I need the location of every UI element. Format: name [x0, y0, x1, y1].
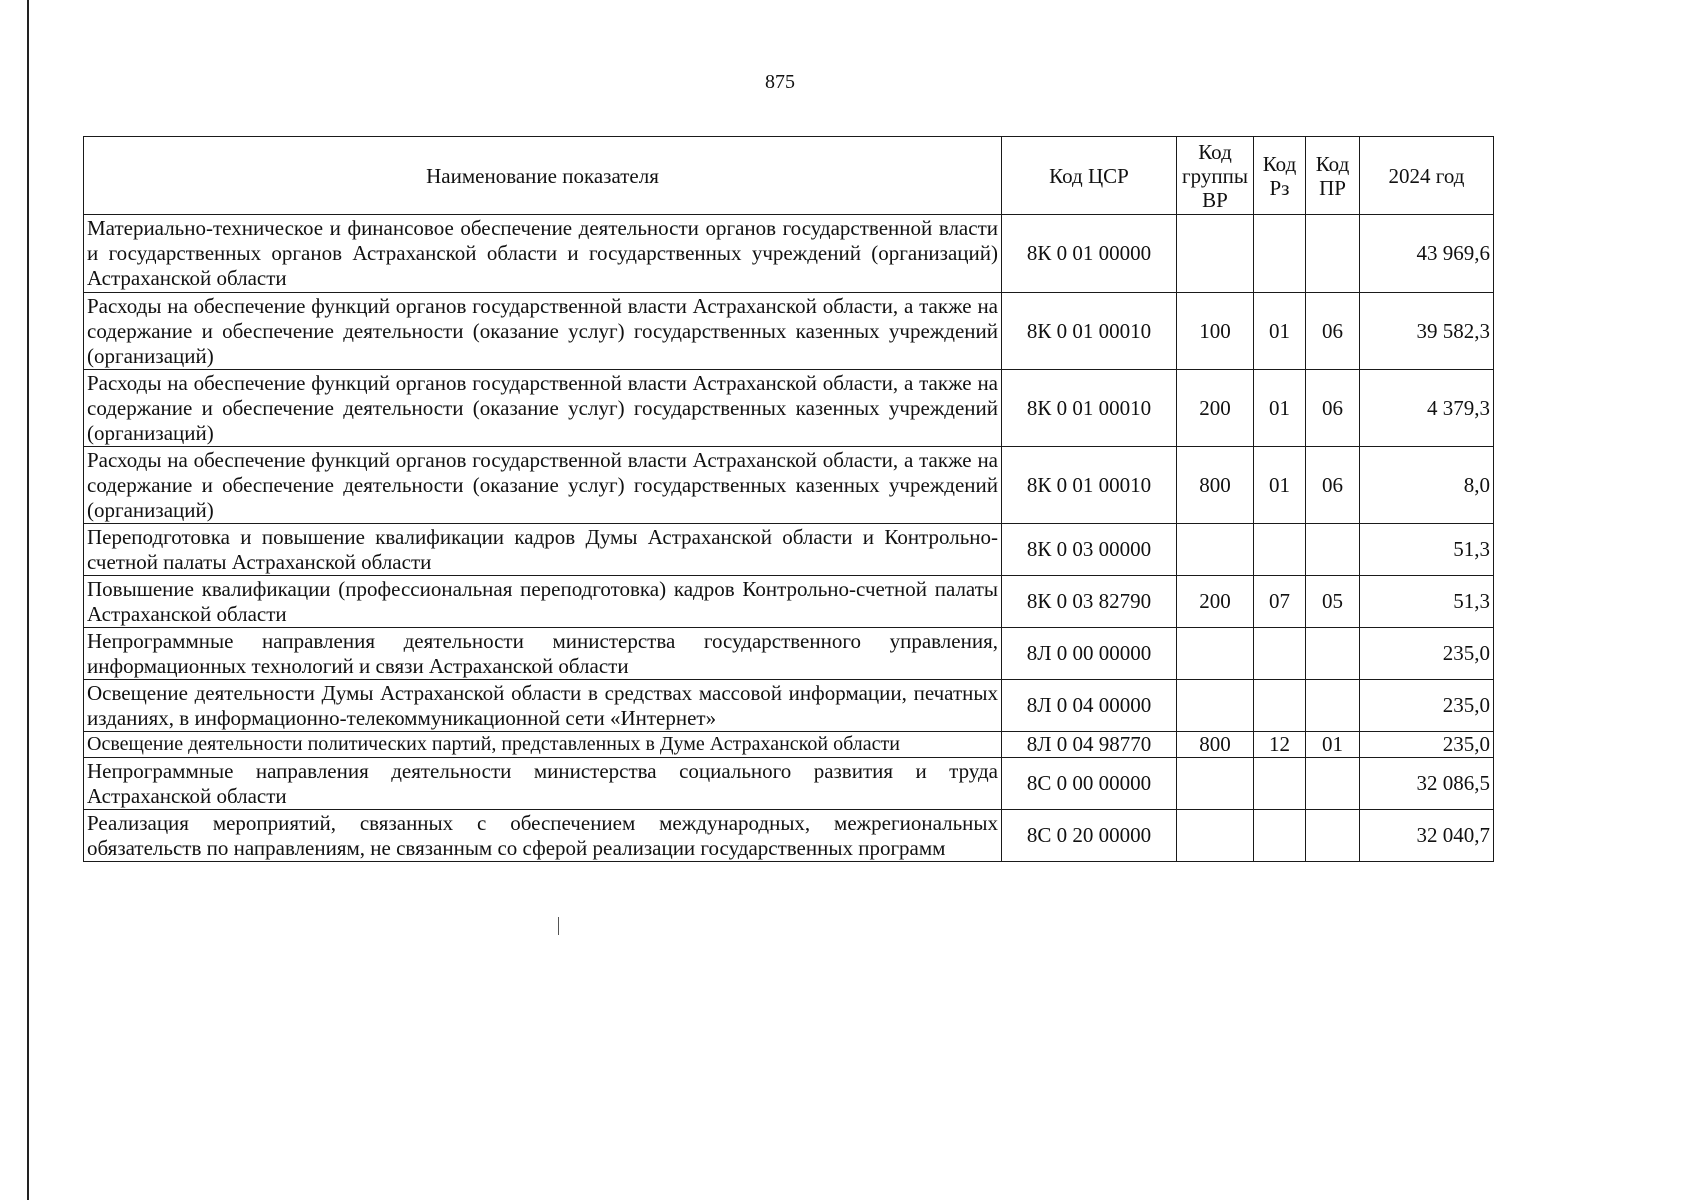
table-row: [84, 524, 1494, 576]
row-rz-code: [1254, 758, 1306, 810]
row-name: Непрограммные направления деятельности министерства социального развития и труда Астраханской области: [84, 758, 1002, 810]
row-csr-code: 8Л 0 04 98770: [1002, 732, 1177, 758]
row-name: Освещение деятельности политических партий, представленных в Думе Астраханской области: [84, 732, 1002, 758]
scan-artifact: [558, 917, 559, 935]
row-vr-code: 800: [1177, 447, 1254, 524]
table-row: [84, 370, 1494, 447]
header-row: [84, 137, 1494, 215]
header-pr-code: Код ПР: [1306, 137, 1360, 215]
row-rz-code: 01: [1254, 370, 1306, 447]
row-amount: 39 582,3: [1360, 293, 1494, 370]
table-header: [84, 137, 1494, 215]
table-row: [84, 758, 1494, 810]
row-name: Расходы на обеспечение функций органов государственной власти Астраханской области, а также на содержание и обеспечение деятельности (оказание услуг) государственных казенных учреждений (организаций): [84, 293, 1002, 370]
row-csr-code: 8С 0 20 00000: [1002, 810, 1177, 862]
row-rz-code: [1254, 524, 1306, 576]
row-vr-code: 200: [1177, 576, 1254, 628]
row-name: Повышение квалификации (профессиональная переподготовка) кадров Контрольно-счетной палаты Астраханской области: [84, 576, 1002, 628]
row-vr-code: [1177, 215, 1254, 293]
row-pr-code: 06: [1306, 293, 1360, 370]
header-csr-code: Код ЦСР: [1002, 137, 1177, 215]
table-row: [84, 680, 1494, 732]
row-pr-code: 01: [1306, 732, 1360, 758]
row-vr-code: [1177, 680, 1254, 732]
page-number: 875: [765, 71, 795, 93]
row-vr-code: 100: [1177, 293, 1254, 370]
table-row: [84, 628, 1494, 680]
row-csr-code: 8К 0 01 00010: [1002, 293, 1177, 370]
row-csr-code: 8К 0 03 00000: [1002, 524, 1177, 576]
row-rz-code: 01: [1254, 293, 1306, 370]
row-name: Реализация мероприятий, связанных с обеспечением международных, межрегиональных обязательств по направлениям, не связанным со сферой реализации государственных программ: [84, 810, 1002, 862]
row-name: Расходы на обеспечение функций органов государственной власти Астраханской области, а также на содержание и обеспечение деятельности (оказание услуг) государственных казенных учреждений (организаций): [84, 370, 1002, 447]
row-vr-code: [1177, 758, 1254, 810]
row-csr-code: 8К 0 03 82790: [1002, 576, 1177, 628]
row-amount: 4 379,3: [1360, 370, 1494, 447]
table-row: [84, 215, 1494, 293]
header-rz-code: Код Рз: [1254, 137, 1306, 215]
row-pr-code: [1306, 680, 1360, 732]
row-vr-code: [1177, 524, 1254, 576]
row-csr-code: 8Л 0 00 00000: [1002, 628, 1177, 680]
header-year: 2024 год: [1360, 137, 1494, 215]
row-amount: 51,3: [1360, 524, 1494, 576]
header-name: Наименование показателя: [84, 137, 1002, 215]
row-rz-code: 01: [1254, 447, 1306, 524]
table-row: [84, 810, 1494, 862]
row-amount: 51,3: [1360, 576, 1494, 628]
row-pr-code: [1306, 215, 1360, 293]
row-vr-code: 200: [1177, 370, 1254, 447]
row-pr-code: [1306, 810, 1360, 862]
table-row: [84, 293, 1494, 370]
row-amount: 32 040,7: [1360, 810, 1494, 862]
header-vr-code: Код группы ВР: [1177, 137, 1254, 215]
row-rz-code: 07: [1254, 576, 1306, 628]
row-pr-code: 06: [1306, 370, 1360, 447]
row-rz-code: 12: [1254, 732, 1306, 758]
row-csr-code: 8С 0 00 00000: [1002, 758, 1177, 810]
row-rz-code: [1254, 810, 1306, 862]
row-pr-code: [1306, 758, 1360, 810]
row-rz-code: [1254, 628, 1306, 680]
row-rz-code: [1254, 680, 1306, 732]
row-amount: 8,0: [1360, 447, 1494, 524]
row-rz-code: [1254, 215, 1306, 293]
row-pr-code: 05: [1306, 576, 1360, 628]
row-csr-code: 8К 0 01 00010: [1002, 370, 1177, 447]
row-csr-code: 8К 0 01 00000: [1002, 215, 1177, 293]
row-name: Переподготовка и повышение квалификации кадров Думы Астраханской области и Контрольно-счетной палаты Астраханской области: [84, 524, 1002, 576]
row-name: Материально-техническое и финансовое обеспечение деятельности органов государственной власти и государственных органов Астраханской области и государственных учреждений (организаций) Астраханской области: [84, 215, 1002, 293]
row-amount: 235,0: [1360, 628, 1494, 680]
row-name: Непрограммные направления деятельности министерства государственного управления, информационных технологий и связи Астраханской области: [84, 628, 1002, 680]
row-pr-code: [1306, 524, 1360, 576]
row-vr-code: [1177, 628, 1254, 680]
table-row: [84, 732, 1494, 758]
table-row: [84, 576, 1494, 628]
row-name: Освещение деятельности Думы Астраханской области в средствах массовой информации, печатных изданиях, в информационно-телекоммуникационной сети «Интернет»: [84, 680, 1002, 732]
row-csr-code: 8Л 0 04 00000: [1002, 680, 1177, 732]
row-pr-code: 06: [1306, 447, 1360, 524]
row-amount: 32 086,5: [1360, 758, 1494, 810]
row-amount: 43 969,6: [1360, 215, 1494, 293]
table-row: [84, 447, 1494, 524]
table-body: [84, 215, 1494, 862]
row-amount: 235,0: [1360, 680, 1494, 732]
row-amount: 235,0: [1360, 732, 1494, 758]
row-vr-code: 800: [1177, 732, 1254, 758]
row-name: Расходы на обеспечение функций органов государственной власти Астраханской области, а также на содержание и обеспечение деятельности (оказание услуг) государственных казенных учреждений (организаций): [84, 447, 1002, 524]
row-vr-code: [1177, 810, 1254, 862]
row-pr-code: [1306, 628, 1360, 680]
page-margin-line: [27, 0, 29, 1200]
budget-table: [83, 136, 1494, 862]
row-csr-code: 8К 0 01 00010: [1002, 447, 1177, 524]
